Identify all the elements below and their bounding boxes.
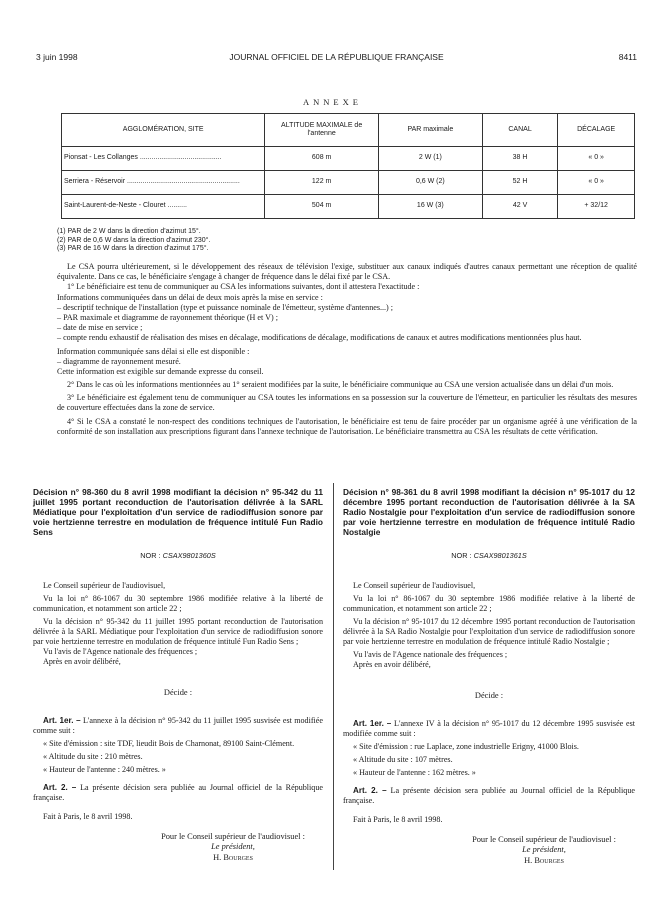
article-text: La présente décision sera publiée au Journal officiel de la République française. (33, 783, 323, 803)
article-2 (33, 783, 323, 803)
frequency-table (61, 113, 635, 219)
signature-name: H. Bourges (213, 852, 253, 862)
altitude-line: « Altitude du site : 107 mètres. (353, 755, 453, 765)
signature-title: Le président, (522, 845, 566, 855)
signature-title: Le président, (211, 842, 255, 852)
intro: Le Conseil supérieur de l'audiovisuel, (43, 580, 166, 590)
article-text: L'annexe à la décision n° 95-342 du 11 juillet 1995 susvisée est modifiée comme suit : (33, 715, 323, 735)
cell-par: 0,6 W (2) (378, 171, 482, 195)
page-number: 8411 (618, 52, 637, 62)
column-header-altitude: ALTITUDE MAXIMALE de l'antenne (265, 114, 379, 147)
article-label: Art. 2. – (43, 783, 77, 793)
cell-decalage: « 0 » (558, 147, 635, 171)
visa: Vu l'avis de l'Agence nationale des fréquences ; (43, 647, 198, 657)
paragraph: 4° Si le CSA a constaté le non-respect des conditions techniques de l'autorisation, le bénéficiaire est tenu de faire procéder par un organisme agréé à une vérification de la conformité de son installation aux prescriptions figurant dans l'annexe technique de l'autorisation. Le bénéficiaire transmettra au CSA les résultats de cette vérification. (57, 416, 637, 436)
visa: Vu l'avis de l'Agence nationale des fréquences ; (353, 650, 508, 660)
cell-site: Saint-Laurent-de-Neste - Clouret .......... (62, 195, 265, 219)
note: (3) PAR de 16 W dans la direction d'azimut 175°. (57, 245, 209, 253)
table-row (62, 195, 635, 219)
altitude-line: « Altitude du site : 210 mètres. (43, 752, 143, 762)
paragraph: 3° Le bénéficiaire est également tenu de communiquer au CSA toutes les informations en sa possession sur la couverture de l'émetteur, en particulier les résultats des mesures de couverture effectuées dans la zone de service. (57, 393, 637, 413)
decide-heading: Décide : (163, 687, 193, 697)
site-line: « Site d'émission : site TDF, lieudit Bois de Charnonat, 89100 Saint-Clément. (43, 739, 295, 748)
cell-altitude: 122 m (265, 171, 379, 195)
signature-place-date: Fait à Paris, le 8 avril 1998. (353, 814, 443, 824)
decision-98-361 (343, 488, 635, 866)
article-1 (343, 719, 635, 739)
list-item: – date de mise en service ; (57, 323, 143, 333)
cell-decalage: + 32/12 (558, 195, 635, 219)
visa: Vu la décision n° 95-1017 du 12 décembre 1995 portant reconduction de l'autorisation délivrée à la SA Radio Nostalgie pour l'exploitation d'un service de radiodiffusion sonore par voie hertzienne terrestre en modulation de fréquence intitulé Radio Nostalgie ; (343, 616, 635, 647)
table-row (62, 147, 635, 171)
article-label: Art. 1er. – (43, 715, 81, 725)
nor-label: NOR : (451, 550, 472, 560)
site-line: « Site d'émission : rue Laplace, zone industrielle Erigny, 41000 Blois. (353, 742, 579, 751)
annexe-title: ANNEXE (303, 97, 362, 107)
table-row (62, 171, 635, 195)
nor-label: NOR : (140, 550, 161, 560)
article-label: Art. 1er. – (353, 718, 392, 728)
deliberation: Après en avoir délibéré, (353, 660, 431, 670)
annexe-body-text (57, 262, 637, 437)
decision-title: Décision n° 98-360 du 8 avril 1998 modifiant la décision n° 95-342 du 11 juillet 1995 portant reconduction de l'autorisation délivrée à la SARL Médiatique pour l'exploitation d'un service de radiodiffusion sonore par voie hertzienne terrestre en modulation de fréquence intitulé Fun Radio Sens (33, 487, 323, 537)
hauteur-line: « Hauteur de l'antenne : 240 mètres. » (43, 765, 166, 775)
cell-canal: 52 H (482, 171, 558, 195)
cell-par: 2 W (1) (378, 147, 482, 171)
cell-site: Pionsat - Les Collanges .......................................... (62, 147, 265, 171)
list-item: – PAR maximale et diagramme de rayonnement théorique (H et V) ; (57, 312, 278, 322)
nor-code: CSAX9801360S (162, 550, 216, 560)
cell-par: 16 W (3) (378, 195, 482, 219)
nor-code: CSAX9801361S (473, 550, 527, 560)
column-header-par: PAR maximale (378, 114, 482, 147)
article-text: La présente décision sera publiée au Journal officiel de la République française. (343, 786, 635, 806)
paragraph: Information communiquée sans délai si elle est disponible : (57, 346, 250, 356)
visa: Vu la décision n° 95-342 du 11 juillet 1995 portant reconduction de l'autorisation délivrée à la SARL Médiatique pour l'exploitation d'un service de radiodiffusion sonore par voie hertzienne terrestre en modulation de fréquence intitulé Fun Radio Sens ; (33, 616, 323, 647)
table-header-row (62, 114, 635, 147)
page-header (36, 52, 637, 64)
journal-title: JOURNAL OFFICIEL DE LA RÉPUBLIQUE FRANÇAISE (229, 52, 444, 62)
column-header-decalage: DÉCALAGE (558, 114, 635, 147)
column-header-canal: CANAL (482, 114, 558, 147)
cell-altitude: 608 m (265, 147, 379, 171)
list-item: – compte rendu exhaustif de réalisation des mises en décalage, modifications de décalage, modifications de canaux et autres modifications mentionnées plus haut. (57, 333, 582, 343)
decide-heading: Décide : (474, 690, 504, 700)
signature-block (143, 832, 323, 864)
signature-line: Pour le Conseil supérieur de l'audiovisuel : (472, 834, 616, 844)
decision-title: Décision n° 98-361 du 8 avril 1998 modifiant la décision n° 95-1017 du 12 décembre 1995 portant reconduction de l'autorisation délivrée à la SA Radio Nostalgie pour l'exploitation d'un service de radiodiffusion sonore par voie hertzienne terrestre en modulation de fréquence intitulé Radio Nostalgie (343, 487, 635, 537)
note: (2) PAR de 0,6 W dans la direction d'azimut 230°. (57, 236, 211, 244)
cell-altitude: 504 m (265, 195, 379, 219)
list-item: – descriptif technique de l'installation (type et puissance nominale de l'émetteur, système d'antennes...) ; (57, 302, 394, 312)
intro: Le Conseil supérieur de l'audiovisuel, (353, 580, 476, 590)
deliberation: Après en avoir délibéré, (43, 657, 121, 667)
paragraph: 1° Le bénéficiaire est tenu de communiquer au CSA les informations suivantes, dont il attestera l'exactitude : (67, 282, 420, 292)
signature-name: H. Bourges (524, 855, 564, 865)
article-2 (343, 786, 635, 806)
nor-reference (33, 552, 323, 561)
table-notes (57, 228, 637, 254)
cell-canal: 38 H (482, 147, 558, 171)
paragraph: Le CSA pourra ultérieurement, si le développement des réseaux de télévision l'exige, substituer aux canaux indiqués d'autres canaux permettant une réception de qualité équivalente. Dans ce cas, le bénéficiaire s'engage à changer de fréquence dans le délai fixé par le CSA. (57, 262, 637, 282)
visa: Vu la loi n° 86-1067 du 30 septembre 1986 modifiée relative à la liberté de communication, et notamment son article 22 ; (33, 593, 323, 613)
decision-98-360 (33, 488, 323, 863)
visa: Vu la loi n° 86-1067 du 30 septembre 1986 modifiée relative à la liberté de communication, et notamment son article 22 ; (343, 593, 635, 613)
paragraph: 2° Dans le cas où les informations mentionnées au 1° seraient modifiées par la suite, le bénéficiaire communique au CSA une version actualisée dans un délai d'un mois. (67, 380, 614, 390)
signature-line: Pour le Conseil supérieur de l'audiovisuel : (161, 831, 305, 841)
nor-reference (343, 552, 635, 561)
cell-site: Serriera - Réservoir .......................................................... (62, 171, 265, 195)
signature-block (453, 835, 635, 867)
column-divider (333, 483, 334, 870)
article-text: L'annexe IV à la décision n° 95-1017 du 12 décembre 1995 susvisée est modifiée comme suit : (343, 718, 635, 738)
issue-date: 3 juin 1998 (36, 52, 78, 62)
article-1 (33, 716, 323, 736)
signature-place-date: Fait à Paris, le 8 avril 1998. (43, 811, 133, 821)
hauteur-line: « Hauteur de l'antenne : 162 mètres. » (353, 768, 476, 778)
cell-canal: 42 V (482, 195, 558, 219)
cell-decalage: « 0 » (558, 171, 635, 195)
paragraph: Informations communiquées dans un délai de deux mois après la mise en service : (57, 292, 323, 302)
column-header-site: AGGLOMÉRATION, SITE (62, 114, 265, 147)
paragraph: Cette information est exigible sur demande expresse du conseil. (57, 366, 264, 376)
list-item: – diagramme de rayonnement mesuré. (57, 356, 181, 366)
article-label: Art. 2. – (353, 786, 387, 796)
note: (1) PAR de 2 W dans la direction d'azimut 15°. (57, 228, 201, 235)
